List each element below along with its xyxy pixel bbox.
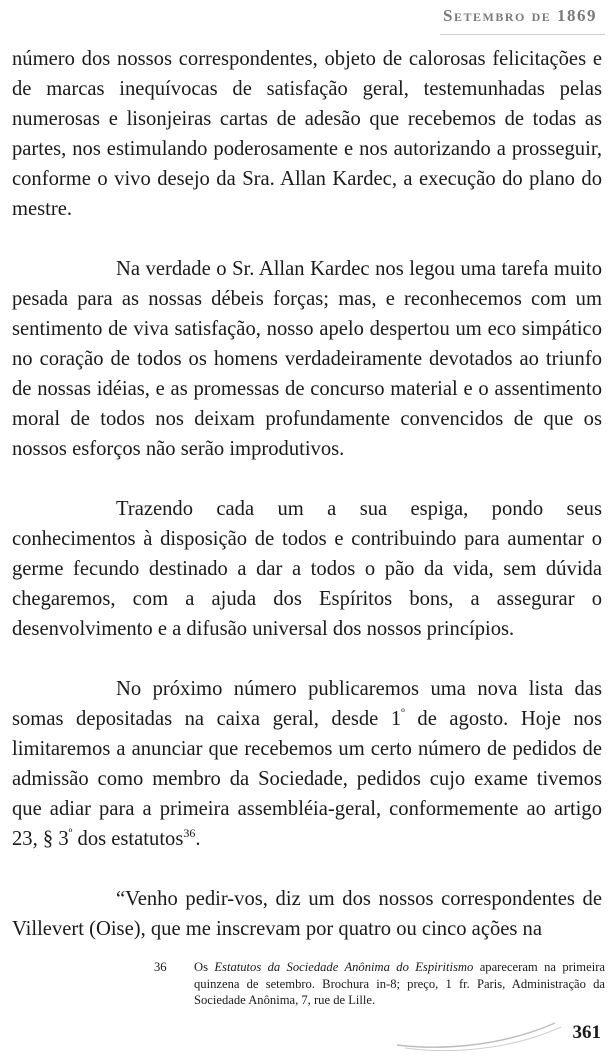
main-text (12, 44, 602, 974)
footnote-number: 36 (154, 960, 167, 974)
paragraph-3: Trazendo cada um a sua espiga, pondo seus conhecimentos à disposição de todos e contribuindo para aumentar o germe fecundo destinado a dar a todos o pão da vida, sem dúvida chegaremos, com a ajuda dos Espíritos bons, a assegurar o desenvolvimento e a difusão universal dos nossos princípios. (12, 498, 602, 640)
paragraph-4 (12, 674, 602, 854)
page-number-swoosh-icon (395, 1015, 565, 1055)
paragraph-2: Na verdade o Sr. Allan Kardec nos legou uma tarefa muito pesada para as nossas débeis forças; mas, e reconhecemos com um sentimento de viva satisfação, nosso apelo despertou um eco simpático no coração de todos os homens verdadeiramente devotados ao triunfo de nossas idéias, e as promessas de concurso material e o assentimento moral de todos nos deixam profundamente convencidos de que os nossos esforços não serão improdutivos. (12, 258, 602, 460)
footnote-reference[interactable]: 36 (183, 826, 196, 841)
footnote-italic-title: Estatutos da Sociedade Anônima do Espiritismo (214, 960, 474, 974)
paragraph-4-part-1: No próximo número publicaremos uma nova lista das somas depositadas na caixa geral, desde 1 (12, 678, 602, 730)
footnote (154, 959, 605, 1009)
paragraph-4-part-3: dos estatutos (72, 828, 184, 850)
ordinal-superscript-2: º (68, 826, 73, 841)
header-rule (440, 34, 605, 35)
footnote-prefix: Os (194, 960, 215, 974)
running-header: Setembro de 1869 (443, 6, 597, 25)
footnote-rest: apareceram na primeira quinzena de setembro. Brochura in-8; preço, 1 fr. Paris, Administração da Sociedade Anônima, 7, rue de Lille. (194, 960, 605, 1007)
paragraph-4-part-4: . (195, 828, 201, 850)
page-number: 361 (572, 1022, 601, 1043)
paragraph-4-part-2: de agosto. Hoje nos limitaremos a anunciar que recebemos um certo número de pedidos de admissão como membro da Sociedade, pedidos cujo exame tivemos que adiar para a primeira assembléia-geral, conformemente ao artigo 23, § 3 (12, 708, 602, 850)
paragraph-5: “Venho pedir-vos, diz um dos nossos correspondentes de Villevert (Oise), que me inscrevam por quatro ou cinco ações na (12, 888, 602, 940)
ordinal-superscript-1: º (401, 706, 405, 721)
paragraph-1: número dos nossos correspondentes, objeto de calorosas felicitações e de marcas inequívocas de satisfação geral, testemunhadas pelas numerosas e lisonjeiras cartas de adesão que recebemos de todas as partes, nos estimulando poderosamente e nos autorizando a prosseguir, conforme o vivo desejo da Sra. Allan Kardec, a execução do plano do mestre. (12, 48, 602, 220)
